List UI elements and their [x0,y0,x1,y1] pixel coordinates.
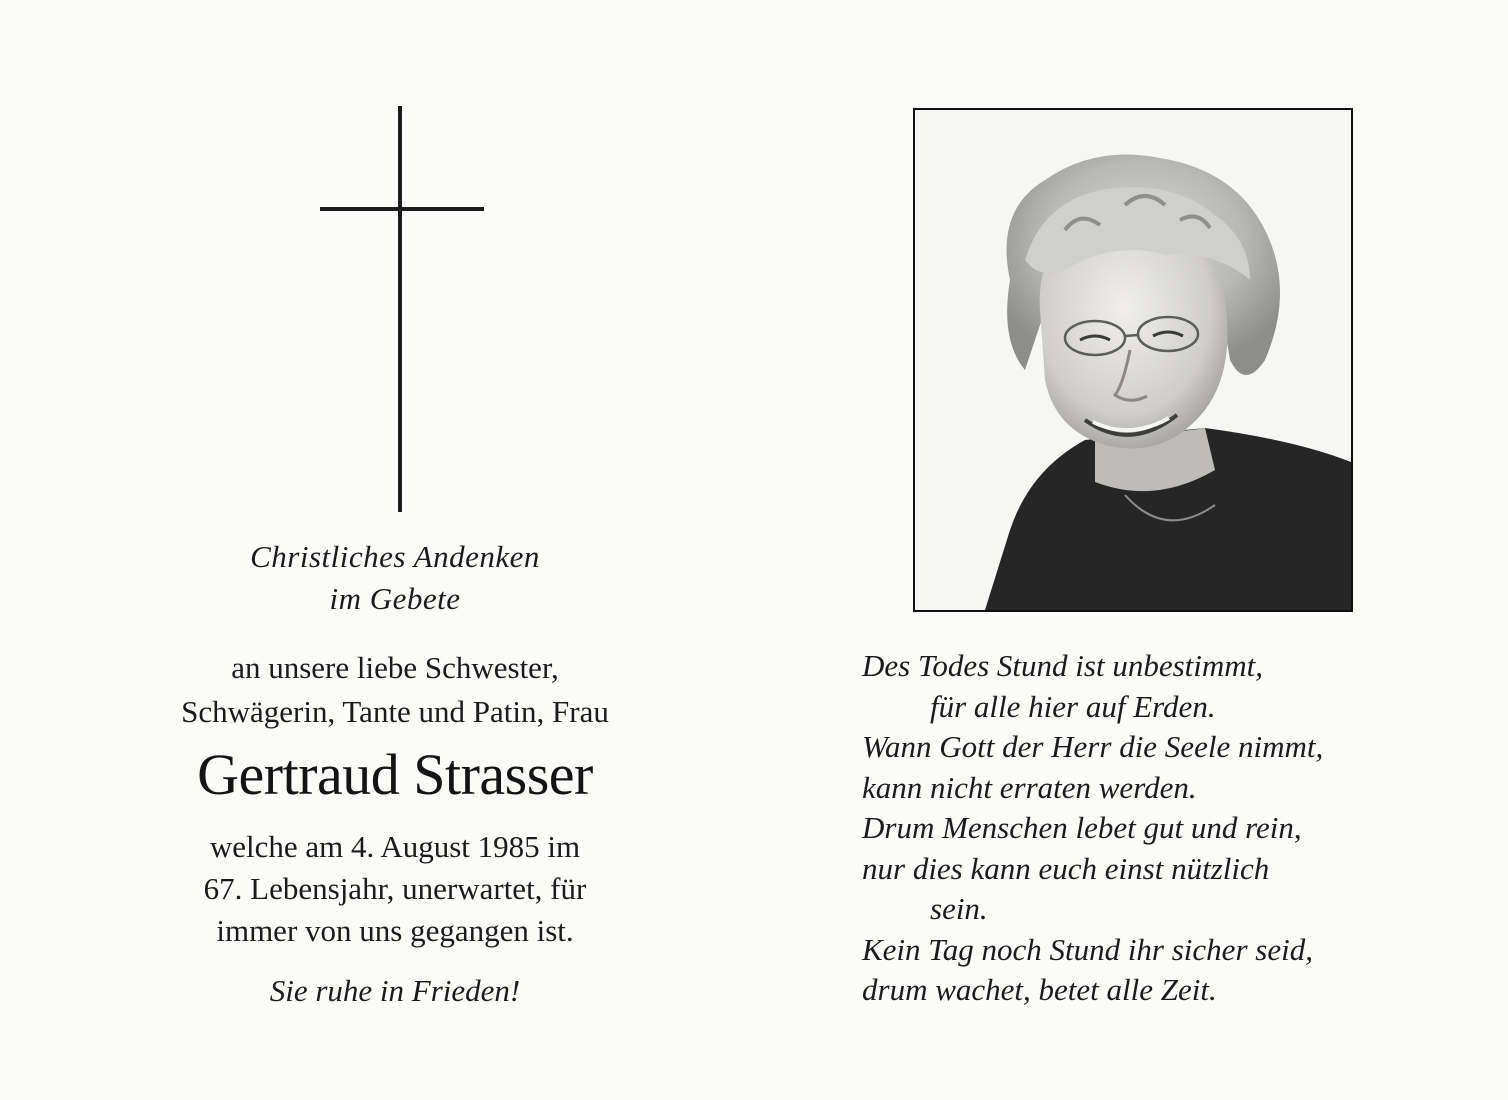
memorial-poem [862,646,1462,1011]
death-notice-line-2: 67. Lebensjahr, unerwartet, für [203,871,587,906]
deceased-name: Gertraud Strasser [197,742,593,807]
cross-horizontal-beam [320,207,484,211]
death-notice-line-1: welche am 4. August 1985 im [209,829,581,864]
portrait-illustration [915,110,1351,610]
poem-line: kann nicht erraten werden. [862,769,1197,805]
dedication-line-1: an unsere liebe Schwester, [231,650,559,685]
poem-line: sein. [930,891,988,926]
poem-line: drum wachet, betet alle Zeit. [862,972,1217,1007]
poem-line: für alle hier auf Erden. [930,688,1216,724]
poem-line: Kein Tag noch Stund ihr sicher seid, [862,931,1313,967]
dedication-text [90,646,700,734]
death-notice [90,826,700,952]
poem-line: Drum Menschen lebet gut und rein, [862,810,1302,845]
death-notice-line-3: immer von uns gegangen ist. [216,913,574,948]
portrait-photo [913,108,1353,612]
poem-line: Des Todes Stund ist unbestimmt, [862,648,1264,683]
dedication-line-2: Schwägerin, Tante und Patin, Frau [181,694,609,729]
heading-line-1: Christliches Andenken [250,539,540,574]
poem-line: Wann Gott der Herr die Seele nimmt, [862,729,1324,764]
memorial-heading [90,536,700,620]
heading-line-2: im Gebete [329,581,461,616]
poem-line: nur dies kann euch einst nützlich [862,850,1270,886]
closing-blessing: Sie ruhe in Frieden! [269,973,521,1008]
cross-vertical-beam [398,106,402,512]
